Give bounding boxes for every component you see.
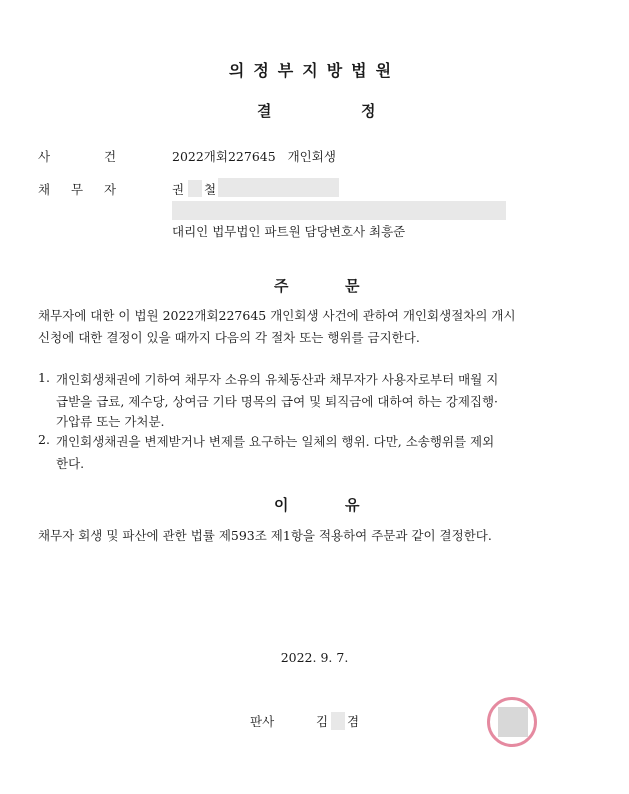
order-heading-left: 주 [274,277,289,295]
case-label-1: 사 [38,149,51,164]
order-item-1-number: 1. [38,370,50,385]
debtor-id-redaction [218,178,339,197]
judge-title: 판사 [250,714,275,729]
doc-title-left: 결 [257,102,272,120]
debtor-label-3: 자 [104,182,117,197]
order-item-1-line3: 가압류 또는 가처분. [56,414,165,429]
debtor-label-2: 무 [71,182,84,197]
order-heading-right: 문 [345,277,360,295]
judge-name-redaction [331,712,345,730]
debtor-name-redaction [188,180,202,197]
order-item-2-line2: 한다. [56,456,85,471]
judge-name-last: 겸 [347,714,360,729]
case-label-2: 건 [104,149,117,164]
order-item-2-line1: 개인회생채권을 변제받거나 변제를 요구하는 일체의 행위. 다만, 소송행위를 제외 [56,434,495,449]
reason-text: 채무자 회생 및 파산에 관한 법률 제593조 제1항을 적용하여 주문과 같이 결정한다. [38,528,492,543]
court-name: 의정부지방법원 [228,61,401,80]
debtor-name-last: 철 [204,182,217,197]
order-intro-line2: 신청에 대한 결정이 있을 때까지 다음의 각 절차 또는 행위를 금지한다. [38,330,420,345]
debtor-name-first: 권 [172,182,185,197]
debtor-agent: 대리인 법무법인 파트원 담당변호사 최흥준 [172,224,406,239]
reason-heading-left: 이 [274,496,289,514]
order-item-1-line1: 개인회생채권에 기하여 채무자 소유의 유체동산과 채무자가 사용자로부터 매월 지 [56,372,499,387]
debtor-address-redaction [172,201,506,220]
debtor-label-1: 채 [38,182,51,197]
judge-name-first: 김 [316,714,329,729]
order-item-1-line2: 급받을 급료, 제수당, 상여금 기타 명목의 급여 및 퇴직금에 대하여 하는 강제집행· [56,394,499,409]
court-seal-stamp-icon [487,697,537,747]
reason-heading-right: 유 [345,496,360,514]
seal-redaction [498,707,528,737]
case-number: 2022개회227645 개인회생 [172,149,336,164]
order-intro-line1: 채무자에 대한 이 법원 2022개회227645 개인회생 사건에 관하여 개인회생절차의 개시 [38,308,516,323]
order-item-2-number: 2. [38,432,50,447]
decision-date: 2022. 9. 7. [280,650,349,665]
doc-title-right: 정 [361,102,376,120]
